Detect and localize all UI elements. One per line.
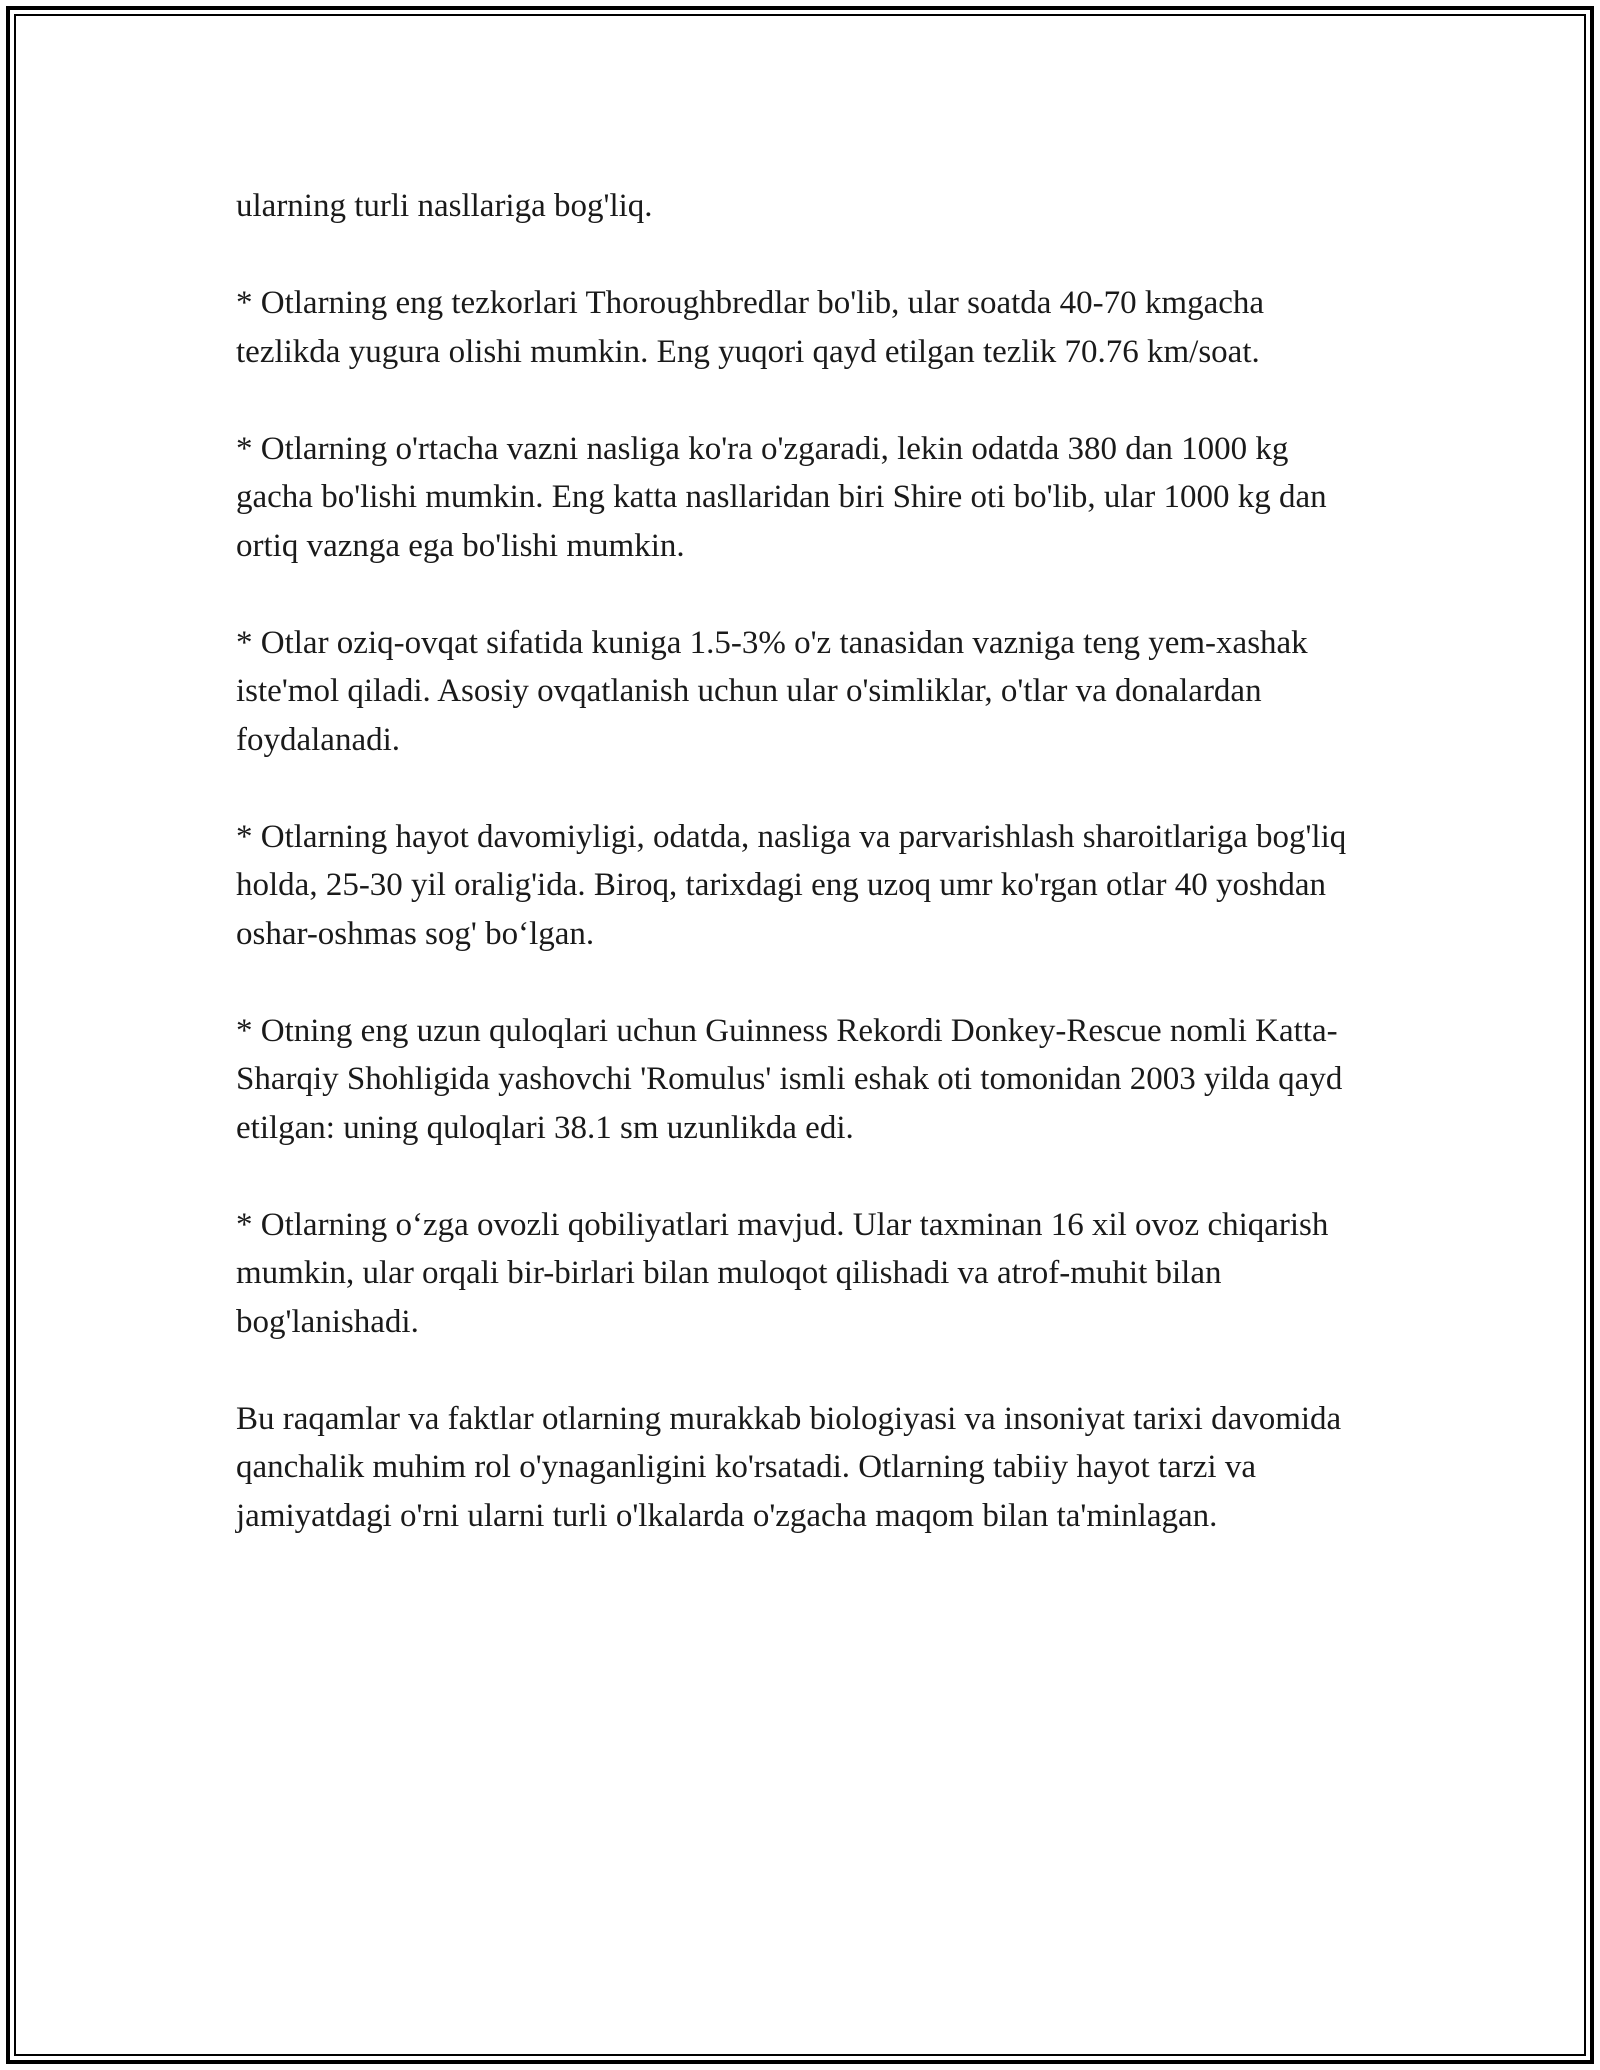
paragraph-speed-fact: * Otlarning eng tezkorlari Thoroughbredlar bo'lib, ular soatda 40-70 kmgacha tezlikda yugura olishi mumkin. Eng yuqori qayd etilgan tezlik 70.76 km/soat. <box>236 285 1265 370</box>
paragraph-diet-fact: * Otlar oziq-ovqat sifatida kuniga 1.5-3% o'z tanasidan vazniga teng yem-xashak iste'mol qiladi. Asosiy ovqatlanish uchun ular o'simliklar, o'tlar va donalardan foydalanadi. <box>236 624 1308 758</box>
paragraph-vocal-fact: * Otlarning o‘zga ovozli qobiliyatlari mavjud. Ular taxminan 16 xil ovoz chiqarish mumkin, ular orqali bir-birlari bilan muloqot qilishadi va atrof-muhit bilan bog'lanishadi. <box>236 1206 1329 1340</box>
paragraph-ears-record-fact: * Otning eng uzun quloqlari uchun Guinness Rekordi Donkey-Rescue nomli Katta-Sharqiy Shohligida yashovchi 'Romulus' ismli eshak oti tomonidan 2003 yilda qayd etilgan: uning quloqlari 38.1 sm uzunlikda edi. <box>236 1012 1343 1146</box>
paragraph-conclusion: Bu raqamlar va faktlar otlarning murakkab biologiyasi va insoniyat tarixi davomida qanchalik muhim rol o'ynaganligini ko'rsatadi. Otlarning tabiiy hayot tarzi va jamiyatdagi o'rni ularni turli o'lkalarda o'zgacha maqom bilan ta'minlagan. <box>236 1400 1342 1534</box>
paragraph-lifespan-fact: * Otlarning hayot davomiyligi, odatda, nasliga va parvarishlash sharoitlariga bog'liq holda, 25-30 yil oralig'ida. Biroq, tarixdagi eng uzoq umr ko'rgan otlar 40 yoshdan oshar-oshmas sog' bo‘lgan. <box>236 818 1347 952</box>
document-body <box>236 182 1366 1540</box>
paragraph-weight-fact: * Otlarning o'rtacha vazni nasliga ko'ra o'zgaradi, lekin odatda 380 dan 1000 kg gacha bo'lishi mumkin. Eng katta nasllaridan biri Shire oti bo'lib, ular 1000 kg dan ortiq vaznga ega bo'lishi mumkin. <box>236 430 1327 564</box>
paragraph-continuation: ularning turli nasllariga bog'liq. <box>236 188 653 224</box>
